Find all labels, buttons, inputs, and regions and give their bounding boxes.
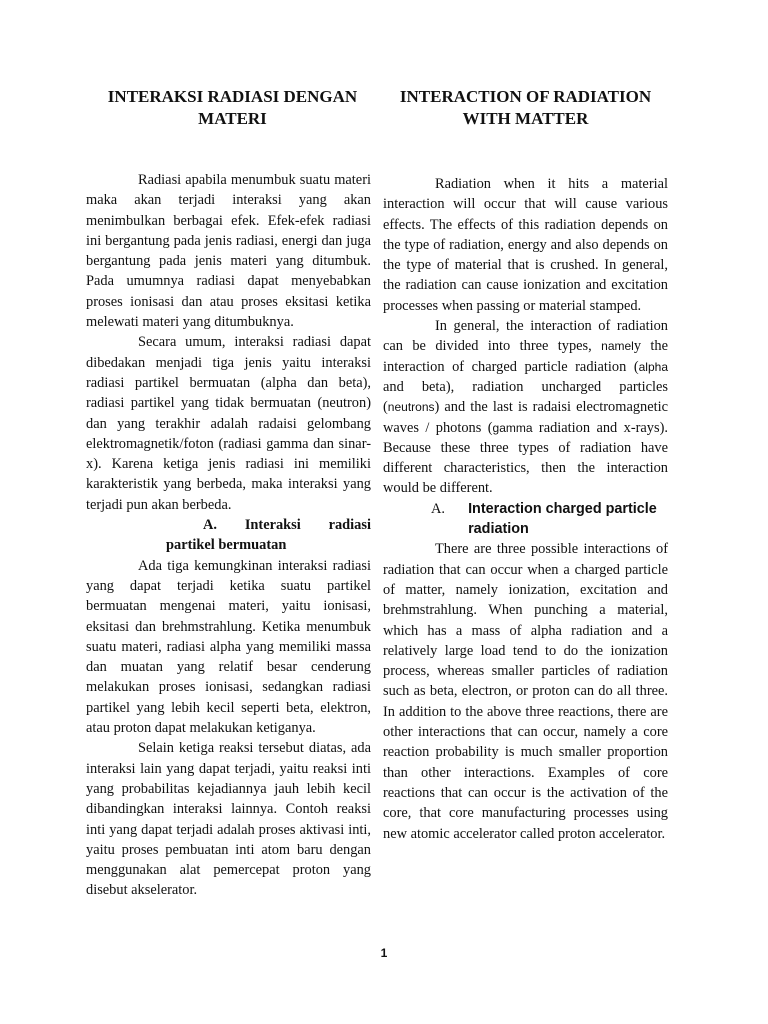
right-paragraph-2-part-a: In general, the interaction of radiation can be divided into three types,: [383, 318, 668, 355]
right-paragraph-2-alpha: alpha: [638, 359, 668, 374]
right-paragraph-2-part-c: and beta), radiation uncharged particles (: [383, 378, 668, 416]
right-paragraph-2-part-d: ) and the last is radaisi electromagnetic waves / photons (: [383, 399, 668, 436]
right-heading-text: Interaction charged particle radiation: [468, 500, 657, 538]
page-number: 1: [380, 946, 388, 960]
left-heading-letter: A.: [203, 517, 217, 534]
left-paragraph-2: Secara umum, interaksi radiasi dapat dibedakan menjadi tiga jenis yaitu interaksi radiasi partikel bermuatan (alpha dan beta), radiasi partikel yang tidak bermuatan (neutron) dan yang terakhir adalah radaisi gelombang elektromagnetik/foton (radiasi gamma dan sinar-x). Karena ketiga jenis radiasi ini memiliki karakteristik yang berbeda, maka interaksi yang terjadi pun akan berbeda.: [86, 334, 371, 513]
right-title: INTERACTION OF RADIATION WITH MATTER: [399, 87, 652, 128]
right-paragraph-2-neutrons: neutrons: [387, 400, 435, 415]
right-paragraph-2-part-e: radiation and x-rays). Because these three types of radiation have different characteristics, then the interaction would be different.: [383, 419, 668, 497]
left-title: INTERAKSI RADIASI DENGAN MATERI: [107, 87, 358, 128]
left-paragraph-1: Radiasi apabila menumbuk suatu materi maka akan terjadi interaksi yang akan menimbulkan berbagai efek. Efek-efek radiasi ini bergantung pada jenis radiasi, energi dan juga bergantung pada jenis materi yang ditumbuk. Pada umumnya radiasi dapat menyebabkan proses ionisasi dan atau proses eksitasi ketika melewati materi yang ditumbuknya.: [86, 172, 371, 331]
right-section-heading: [383, 499, 668, 540]
left-heading-word1: Interaksi: [244, 517, 301, 534]
right-paragraph-2-part-b: y the interaction of charged particle radiation (: [383, 338, 669, 375]
left-paragraph-4: Selain ketiga reaksi tersebut diatas, ada interaksi lain yang dapat terjadi, yaitu reaksi inti yang probabilitas kejadiannya jauh lebih kecil dibandingkan interaksi lainnya. Contoh reaksi inti yang dapat terjadi adalah proses aktivasi inti, yaitu proses pembuatan inti atom baru dengan menggunakan alat pemercepat proton yang disebut akselerator.: [86, 740, 371, 899]
right-paragraph-2-gamma: gamma: [492, 420, 533, 435]
left-heading-word2: radiasi: [328, 517, 371, 534]
left-heading-line2: partikel bermuatan: [166, 537, 287, 554]
left-column: [86, 86, 371, 901]
left-section-heading: [86, 515, 371, 556]
right-column: [383, 86, 668, 844]
right-paragraph-3: There are three possible interactions of radiation that can occur when a charged particle of matter, namely ionization, excitation and brehmstrahlung. When punching a material, which has a mass of alpha radiation and a relatively large load tend to do the ionization process, whereas smaller particles of radiation such as beta, electron, or proton can do all three. In addition to the above three reactions, there are other interactions that can occur, namely a core reaction probability is much smaller proportion than other interactions. Examples of core reactions that can occur is the activation of the core, that core manufacturing processes using new atomic accelerator called proton accelerator.: [383, 541, 668, 842]
left-paragraph-3: Ada tiga kemungkinan interaksi radiasi yang dapat terjadi ketika suatu partikel bermuatan mengenai materi, yaitu ionisasi, eksitasi dan brehmstrahlung. Ketika menumbuk suatu materi, radiasi alpha yang memiliki massa dan muatan yang relatif besar cenderung melakukan proses ionisasi, sedangkan radiasi partikel yang lebih kecil seperti beta, elektron, atau proton dapat melakukan ketiganya.: [86, 557, 371, 737]
right-paragraph-2-namel: namel: [601, 339, 634, 354]
right-heading-letter: A.: [431, 500, 445, 517]
right-paragraph-1: Radiation when it hits a material interaction will occur that will cause various effects. The effects of this radiation depends on the type of radiation, energy and also depends on the type of material that is crushed. In general, the radiation can cause ionization and excitation processes when passing or material stamped.: [383, 176, 668, 314]
right-paragraph-2: [383, 316, 668, 499]
